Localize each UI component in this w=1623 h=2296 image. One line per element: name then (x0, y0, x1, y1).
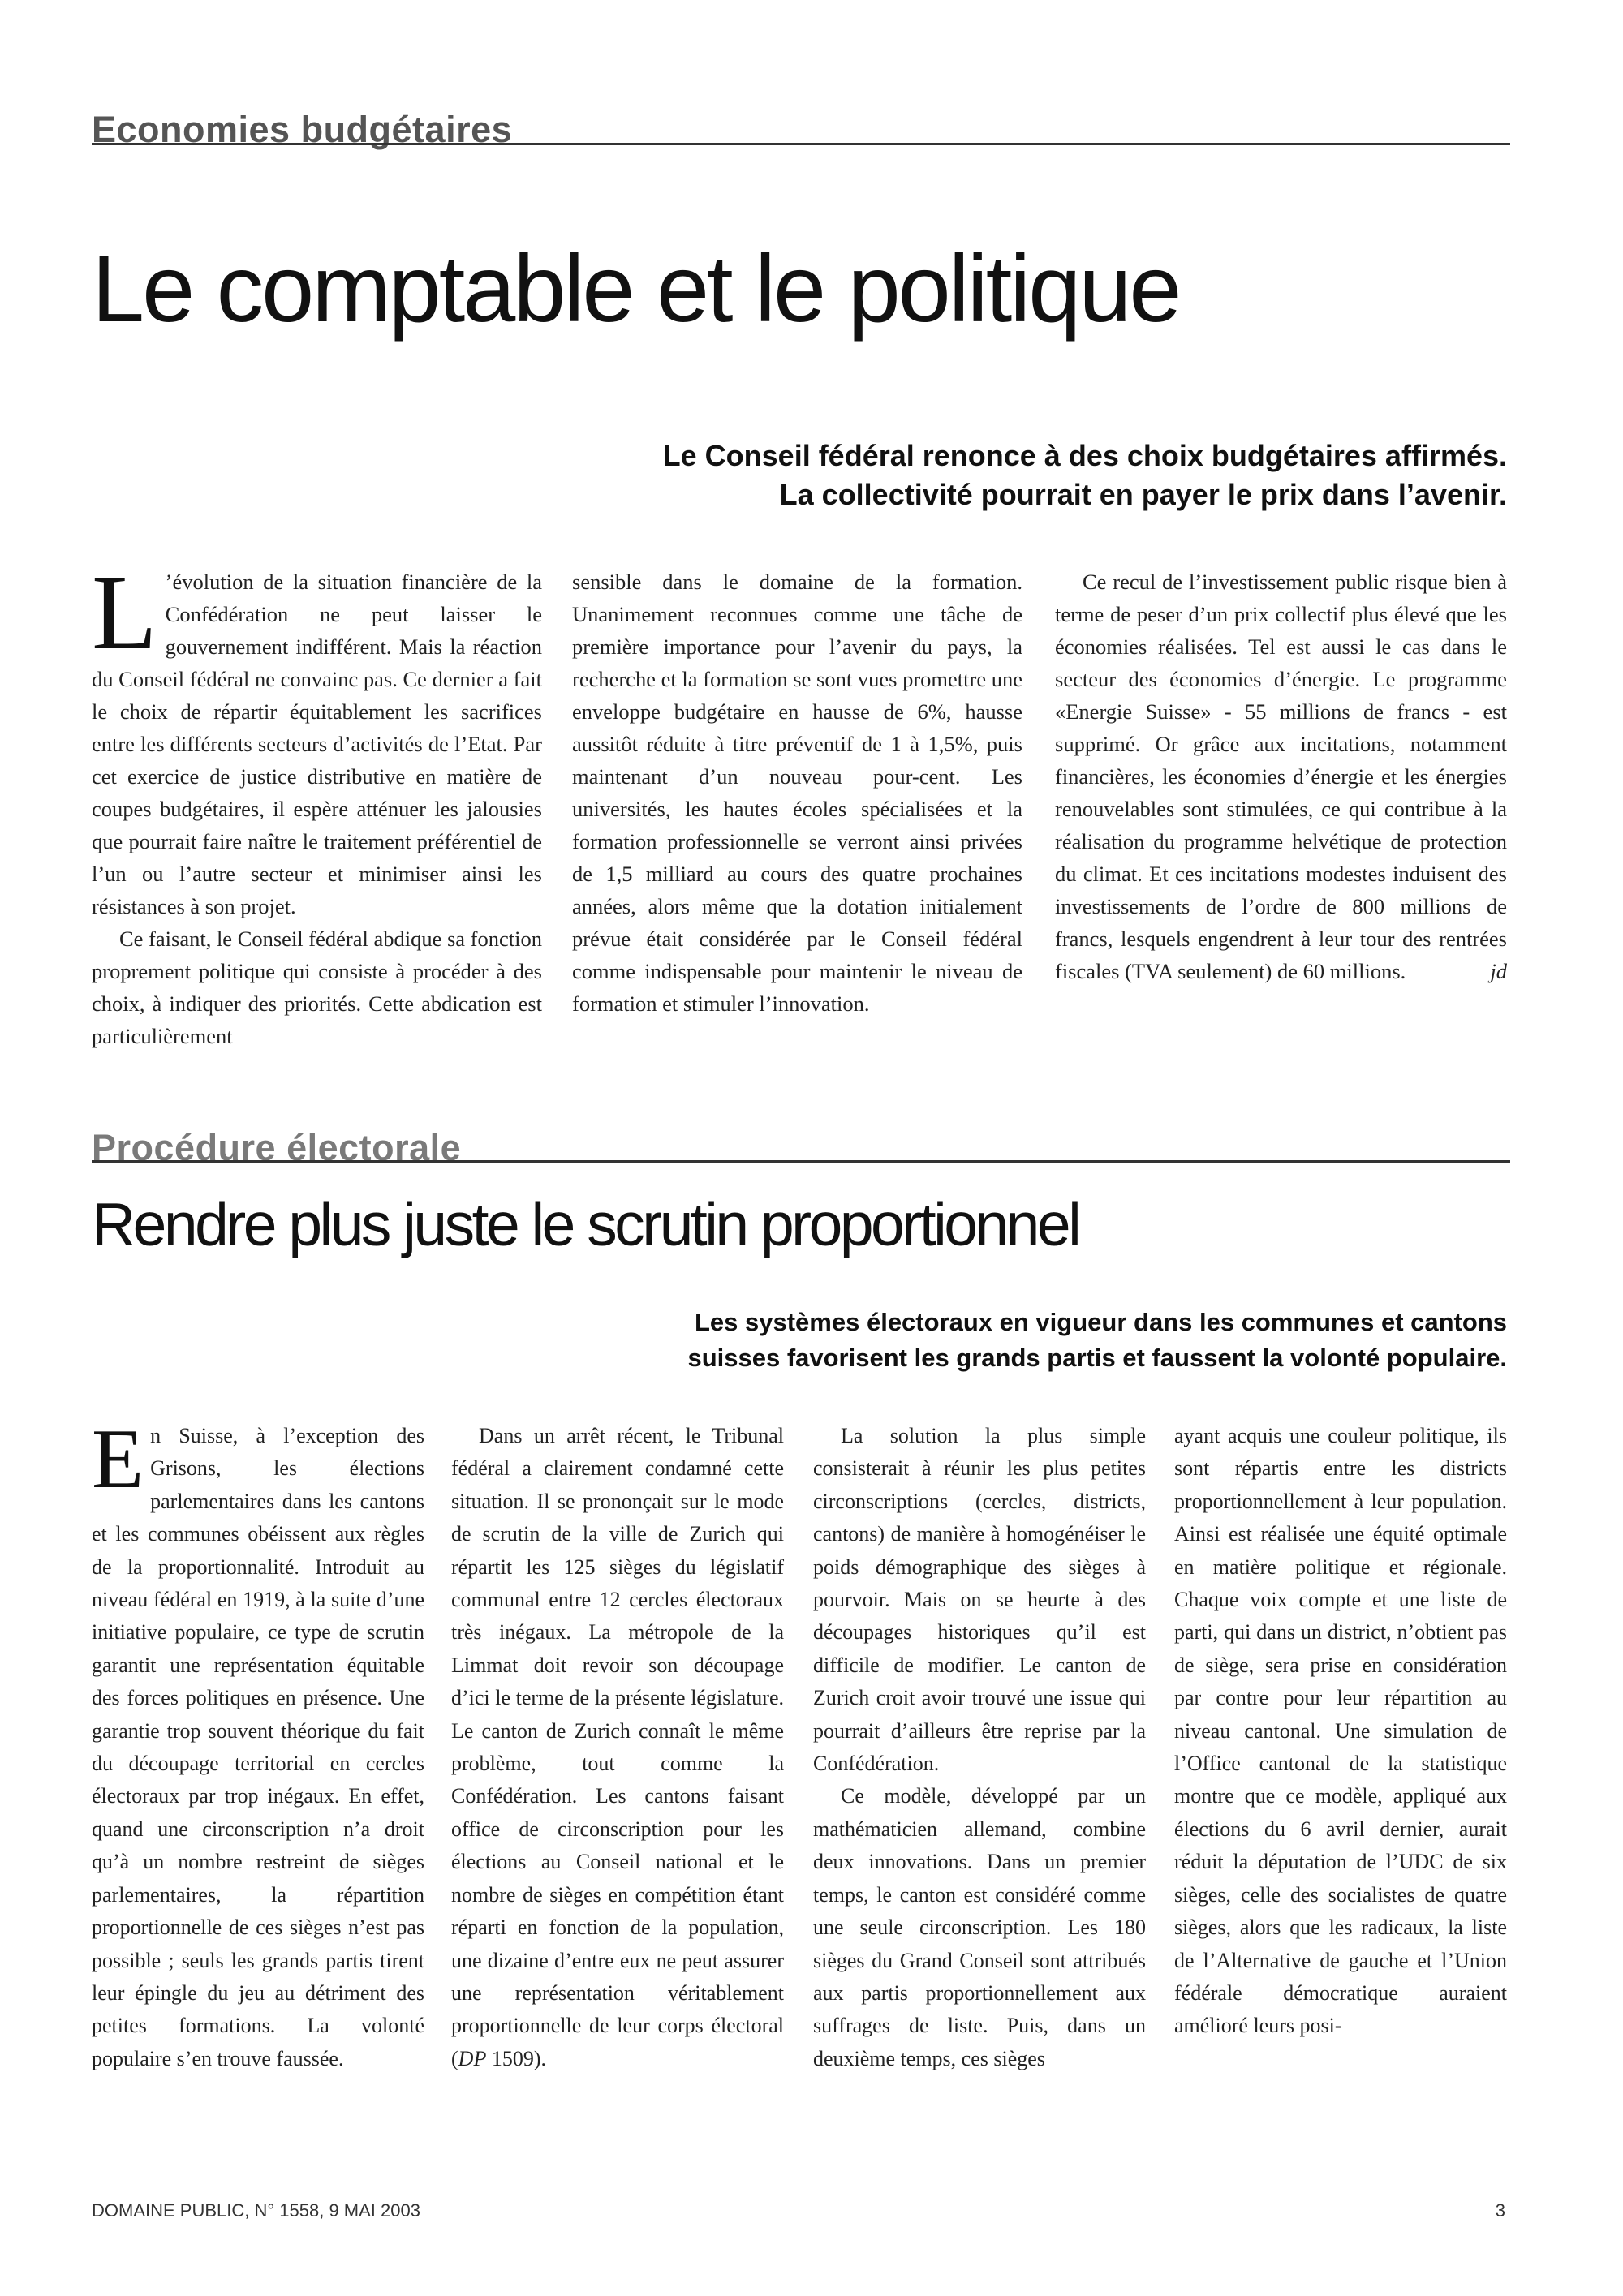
paragraph (92, 553, 542, 922)
paragraph-text: Dans un arrêt récent, le Tribunal fédéral a clairement condamné cette situation. Il se prononçait sur le mode de scrutin de la ville de Zurich qui répartit les 125 sièges du législatif communal entre 12 cercles électoraux très inégaux. La métropole de la Limmat doit revoir son découpage d’ici le terme de la présente législature. Le canton de Zurich connaît le même problème, tout comme la Confédération. Les cantons faisant office de circonscription pour les élections au Conseil national et le nombre de sièges en compétition étant réparti en fonction de la population, une dizaine d’entre eux ne peut assurer une représentation véritablement proportionnelle de leur corps électoral ( (451, 1424, 784, 2070)
paragraph: sensible dans le domaine de la formation. Unanimement reconnues comme une tâche de première importance pour l’avenir du pays, la recherche et la formation se sont vues promettre une enveloppe budgétaire en hausse de 6%, hausse aussitôt réduite à titre préventif de 1 à 1,5%, puis maintenant d’un nouveau pour-cent. Les universités, les hautes écoles spécialisées et la formation professionnelle se verront ainsi privées de 1,5 milliard au cours des quatre prochaines années, alors même que la dotation initialement prévue était considérée par le Conseil fédéral comme indispensable pour maintenir le niveau de formation et stimuler l’innovation. (572, 570, 1022, 1016)
paragraph: Ce modèle, développé par un mathématicien allemand, combine deux innovations. Dans un premier temps, le canton est considéré comme une seule circonscription. Les 180 sièges du Grand Conseil sont attribués aux partis proportionnellement aux suffrages de liste. Puis, dans un deuxième temps, ces sièges (813, 1784, 1146, 2070)
paragraph: ayant acquis une couleur politique, ils sont répartis entre les districts proportionnellement à leur population. Ainsi est réalisée une équité optimale en matière politique et régionale. Chaque voix compte et une liste de parti, qui dans un district, n’obtient pas de siège, sera prise en considération par contre pour leur répartition au niveau cantonal. Une simulation de l’Office cantonal de la statistique montre que ce modèle, appliqué aux élections du 6 avril dernier, aurait réduit la députation de l’UDC de six sièges, celle des socialistes de quatre sièges, alors que les radicaux, la liste de l’Alternative de gauche et l’Union fédérale démocratique auraient amélioré leurs posi- (1174, 1424, 1507, 2038)
drop-cap: E (92, 1411, 144, 1506)
author-signature: jd (1490, 959, 1507, 983)
section-kicker-electoral: Procédure électorale (92, 1127, 462, 1168)
deck-line: suisses favorisent les grands partis et faussent la volonté populaire. (687, 1344, 1507, 1372)
section-kicker-budget: Economies budgétaires (92, 109, 513, 150)
article-column-3 (813, 1420, 1146, 2075)
paragraph: Ce faisant, le Conseil fédéral abdique sa fonction proprement politique qui consiste à procéder à des choix, à indiquer des priorités. Cette abdication est particulièrement (92, 927, 542, 1048)
article-title: Le comptable et le politique (92, 235, 1180, 342)
article-column-1 (92, 1411, 424, 2075)
article-column-2 (572, 565, 1022, 1020)
paragraph (1055, 565, 1507, 987)
article-deck (663, 436, 1507, 514)
paragraph-text: n Suisse, à l’exception des Grisons, les élections parlementaires dans les cantons et les communes obéissent aux règles de la proportionnalité. Introduit au niveau fédéral en 1919, à la suite d’une initiative populaire, ce type de scrutin garantit une représentation équitable des forces politiques en présence. Une garantie trop souvent théorique du fait du découpage territorial en cercles électoraux par trop inégaux. En effet, quand une circonscription n’a droit qu’à un nombre restreint de sièges parlementaires, la répartition proportionnelle de ces sièges n’est pas possible ; seuls les grands partis tirent leur épingle du jeu au détriment des petites formations. La volonté populaire s’en trouve faussée. (92, 1424, 424, 2070)
deck-line: Le Conseil fédéral renonce à des choix budgétaires affirmés. (662, 439, 1507, 472)
article-column-3 (1055, 565, 1507, 987)
publication-footer: DOMAINE PUBLIC, N° 1558, 9 MAI 2003 (92, 2200, 420, 2221)
deck-line: Les systèmes électoraux en vigueur dans les communes et cantons (694, 1308, 1507, 1336)
article-column-2 (451, 1420, 784, 2075)
paragraph-text: Ce recul de l’investissement public risque bien à terme de peser d’un prix collectif plus élevé que les économies réalisées. Tel est aussi le cas dans le secteur des économies d’énergie. Le programme «Energie Suisse» - 55 millions de francs - est supprimé. Or grâce aux incitations, notamment financières, les économies d’énergie et les énergies renouvelables sont stimulées, ce qui contribue à la réalisation du programme helvétique de protection du climat. Et ces incitations modestes induisent des investissements de l’ordre de 800 millions de francs, lesquels engendrent à leur tour des rentrées fiscales (TVA seulement) de 60 millions. (1055, 570, 1507, 983)
drop-cap: L (92, 553, 157, 672)
paragraph-text: 1509). (486, 2046, 547, 2070)
section-rule (92, 143, 1510, 145)
article-column-1 (92, 553, 542, 1052)
paragraph (92, 1411, 424, 2075)
paragraph-text: ’évolution de la situation financière de la Confédération ne peut laisser le gouvernement indifférent. Mais la réaction du Conseil fédéral ne convainc pas. Ce dernier a fait le choix de répartir équitablement les sacrifices entre les différents secteurs d’activités de l’Etat. Par cet exercice de justice distributive en matière de coupes budgétaires, il espère atténuer les jalousies que pourrait faire naître le traitement préférentiel de l’un ou l’autre secteur et minimiser ainsi les résistances à son projet. (92, 570, 542, 918)
article-deck (687, 1305, 1507, 1376)
reference-abbrev: DP (458, 2046, 487, 2070)
paragraph: La solution la plus simple consisterait à réunir les plus petites circonscriptions (cercles, districts, cantons) de manière à homogénéiser le poids démographique des sièges à pourvoir. Mais on se heurte à des découpages historiques qu’il est difficile de modifier. Le canton de Zurich croit avoir trouvé une issue qui pourrait d’ailleurs être reprise par la Confédération. (813, 1424, 1146, 1776)
paragraph (451, 1420, 784, 2075)
page-number: 3 (1495, 2200, 1505, 2221)
deck-line: La collectivité pourrait en payer le prix dans l’avenir. (779, 478, 1507, 511)
article-column-4 (1174, 1420, 1507, 2043)
section-rule (92, 1160, 1510, 1163)
article-title: Rendre plus juste le scrutin proportionnel (92, 1190, 1079, 1258)
